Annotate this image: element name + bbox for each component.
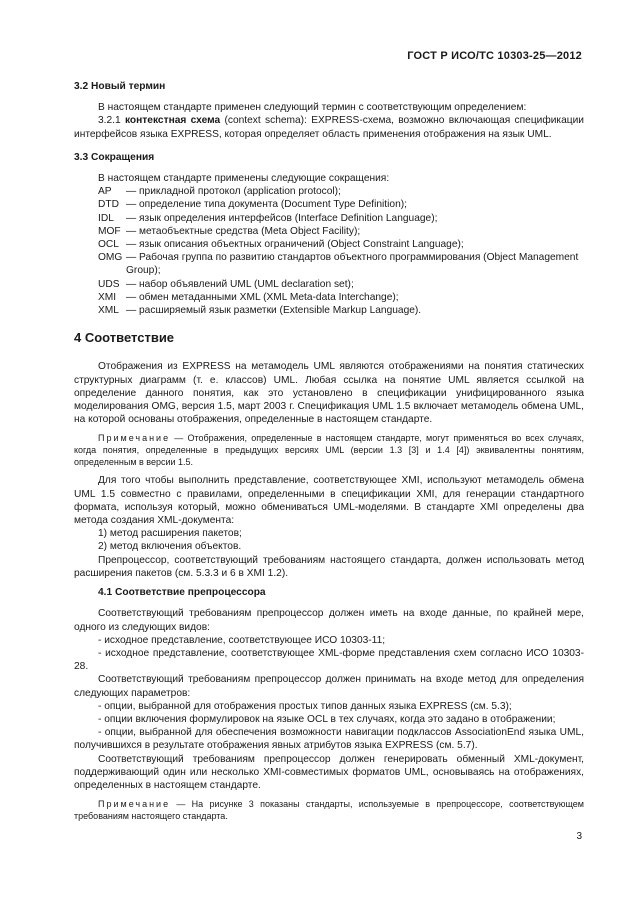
section-4-1-para-3: Соответствующий требованиям препроцессор должен генерировать обменный XML-документ, поддерживающий один или несколько XMI-совместимых форматов UML, основываясь на отображениях, определенных в настоящем стандарте. [74,753,584,791]
abbr-text: — обмен метаданными XML (XML Meta-data Interchange); [126,291,399,303]
abbr-text: — набор объявлений UML (UML declaration set); [126,278,354,290]
note-label: Примечание [98,799,171,810]
document-id-header: ГОСТ Р ИСО/ТС 10303-25—2012 [407,50,582,62]
section-3-3-heading: 3.3 Сокращения [74,151,155,163]
list-item: - опции включения формулировок на языке OCL в тех случаях, когда это задано в отображении; [98,713,556,725]
section-4-1-para-2: Соответствующий требованиям препроцессор должен принимать на входе метод для определения следующих параметров: [74,674,584,699]
note-label: Примечание [98,433,171,444]
abbr-key: OMG [98,252,123,264]
section-4-para-1: Отображения из EXPRESS на метамодель UML являются отображениями на понятия статических структурных диаграмм (т. е. классов) UML. Любая ссылка на понятие UML является ссылкой на определение данного понятия, как это установлено в спецификации унифицированного языка моделирования OMG, версия 1.5, март 2003 г. Спецификация UML 1.5 включает метамодель обмена UML, на которой основаны отображения, определенные в настоящем стандарте. [74,361,584,426]
term-3-2-1 [74,114,584,140]
list-item: - исходное представление, соответствующее XML-форме представления схем согласно ИСО 10303-28. [74,647,584,673]
method-1: 1) метод расширения пакетов; [98,528,242,540]
abbreviation-list [74,185,584,317]
section-3-2-heading: 3.2 Новый термин [74,81,166,92]
section-4-1-heading: 4.1 Соответствие препроцессора [98,587,266,599]
section-3-2-intro: В настоящем стандарте применен следующий термин с соответствующим определением: [98,102,527,114]
abbr-text: — определение типа документа (Document Type Definition); [126,199,407,211]
page-content [74,80,584,822]
section-4-heading: 4 Соответствие [74,330,175,346]
abbr-text: — язык описания объектных ограничений (Object Constraint Language); [126,239,464,251]
page-number: 3 [576,831,582,842]
abbr-key: XMI [98,291,117,303]
abbr-key: UDS [98,278,120,290]
list-item: - опции, выбранной для обеспечения возможности навигации подклассов AssociationEnd языка UML, получившихся в результате отображения явных атрибутов языка EXPRESS (см. 5.7). [74,727,584,752]
term-name: контекстная схема [124,115,221,127]
note-text: — Отображения, определенные в настоящем стандарте, могут применяться во всех случаях, когда понятия, определенные в предыдущих версиях UML (версии 1.3 [3] и 1.4 [4]) эквивалентны понятиям, определенным в версии 1.5. [74,433,584,468]
list-item: - исходное представление, соответствующее ИСО 10303-11; [98,634,386,646]
term-definition: (context schema): EXPRESS-схема, возможно включающая спецификации интерфейсов языка EXPRESS, которая определяет область применения отображения на язык UML. [74,115,584,140]
note-text: — На рисунке 3 показаны стандарты, используемые в препроцессоре, соответствующем требованиям настоящего стандарта. [74,799,584,822]
section-3-3-intro: В настоящем стандарте применены следующие сокращения: [98,173,390,185]
section-4-para-3: Препроцессор, соответствующий требованиям настоящего стандарта, должен использовать метод расширения пакетов (см. 5.3.3 и 6 в XMI 1.2). [74,554,584,579]
note-2 [74,798,584,822]
abbr-key: MOF [98,225,121,237]
list-item: - опции, выбранной для отображения простых типов данных языка EXPRESS (см. 5.3); [98,700,512,712]
abbr-text: — прикладной протокол (application protocol); [126,186,341,198]
abbr-text: — расширяемый язык разметки (Extensible Markup Language). [126,305,422,317]
abbr-text: — Рабочая группа по развитию стандартов объектного программирования (Object Management Group); [126,252,579,277]
abbr-text: — метаобъектные средства (Meta Object Facility); [126,225,361,237]
abbr-key: АР [98,186,112,198]
section-4-para-2: Для того чтобы выполнить представление, соответствующее XMI, используют метамодель обмена UML 1.5 совместно с правилами, определенными в спецификации XMI, для генерации стандартного формата, используя который, можно обмениваться UML-моделями. В стандарте XMI определены два метода создания XML-документа: [74,475,584,527]
abbr-key: DTD [98,199,119,211]
method-2: 2) метод включения объектов. [98,541,242,553]
term-number: 3.2.1 [98,115,125,127]
section-4-1-para-1: Соответствующий требованиям препроцессор должен иметь на входе данные, по крайней мере, одного из следующих видов: [74,608,584,633]
abbr-key: IDL [98,212,114,224]
abbr-key: XML [98,305,119,317]
abbr-key: OCL [98,239,119,251]
note-1 [74,432,584,468]
abbr-text: — язык определения интерфейсов (Interface Definition Language); [126,212,438,224]
